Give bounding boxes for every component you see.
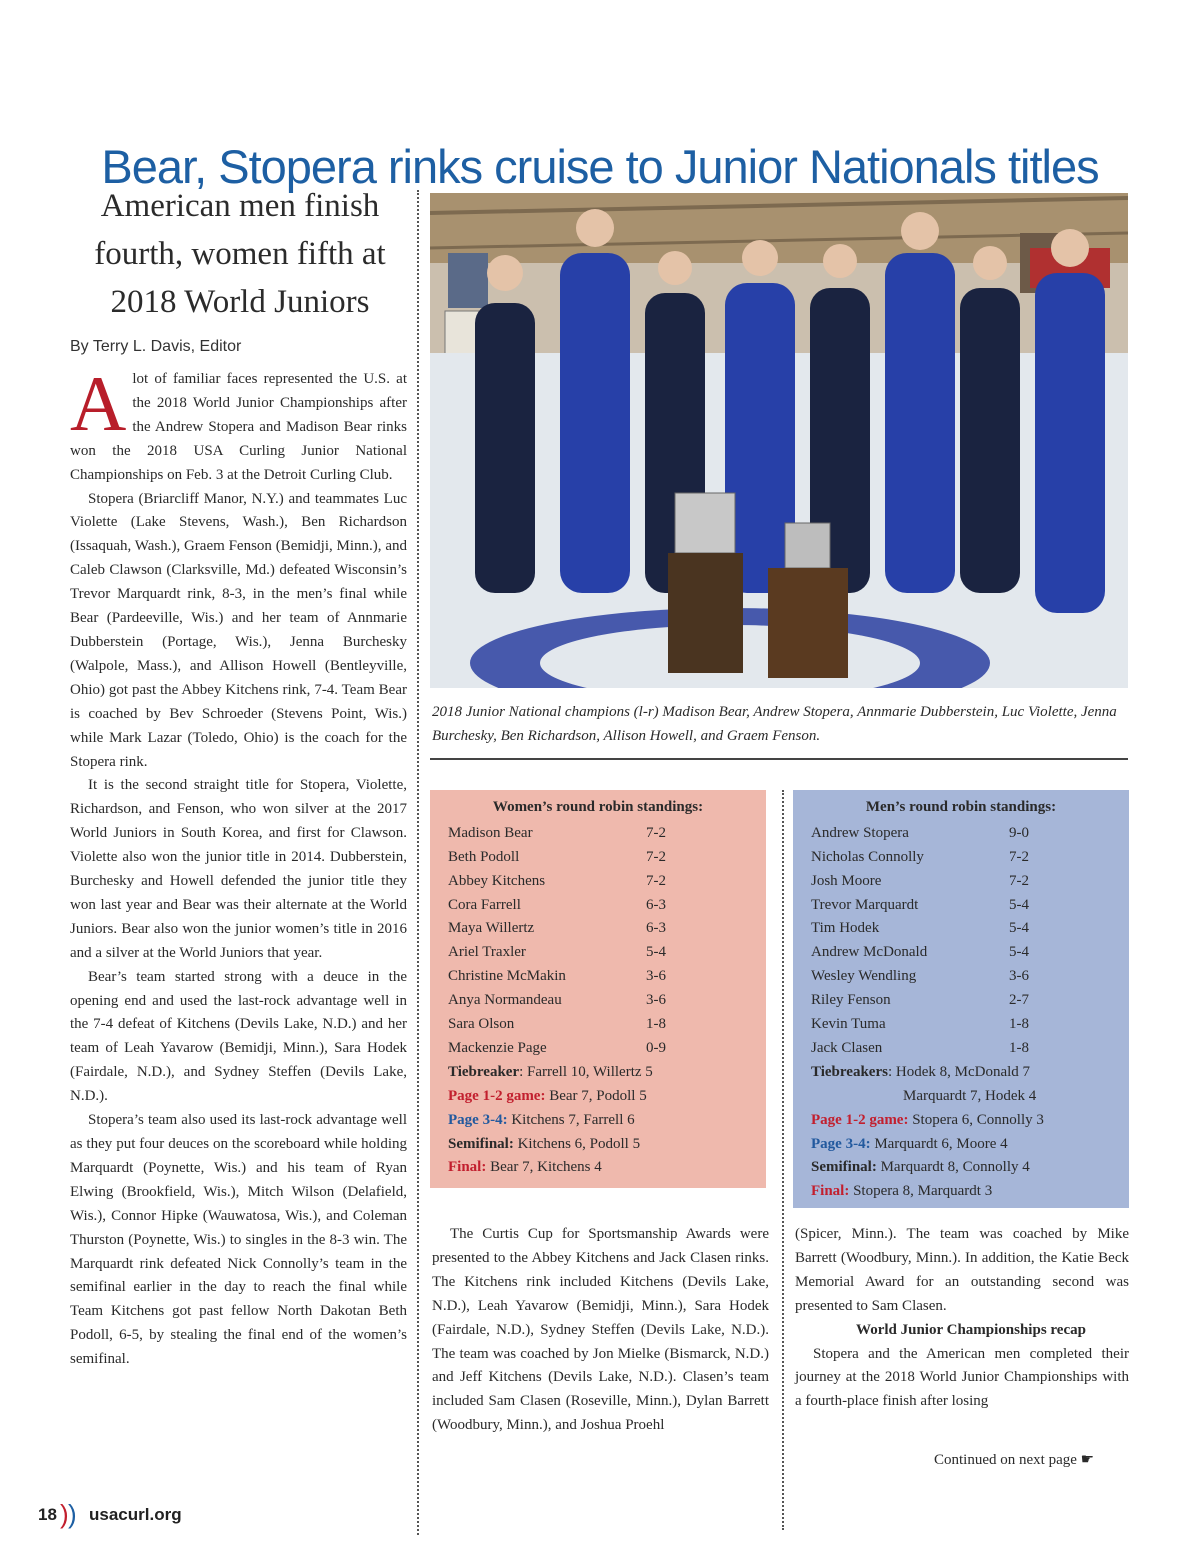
continued-note <box>934 1450 1094 1469</box>
paragraph: (Spicer, Minn.). The team was coached by Mike Barrett (Woodbury, Minn.). In addition, the Katie Beck Memorial Award for an outstanding second was presented to Sam Clasen. <box>795 1226 1129 1314</box>
team-photo <box>430 193 1128 688</box>
headline: Bear, Stopera rinks cruise to Junior Nationals titles <box>101 140 1099 194</box>
team-record: 5-4 <box>1009 896 1029 913</box>
team-name: Wesley Wendling <box>811 968 917 985</box>
result-text: Bear 7, Kitchens 4 <box>486 1159 602 1176</box>
paragraph: Stopera’s team also used its last-rock advantage well as they put four deuces on the scoreboard while holding Marquardt (Poynette, Wis.) and his team of Ryan Elwing (Brookfield, Wis.), Mitch Wilson (Delafield, Wis.), Connor Hipke (Wauwatosa, Wis.), and Coleman Thurston (Poynette, Wis.) to singles in the 8-3 win. The Marquardt rink defeated Nick Connolly’s team in the semifinal earlier in the day to reach the final while Team Kitchens got past fellow North Dakotan Beth Podoll, 6-5, by stealing the final end of the women’s semifinal. <box>70 1112 407 1368</box>
result-text: Marquardt 8, Connolly 4 <box>876 1159 1030 1176</box>
team-record: 5-4 <box>646 944 666 961</box>
semifinal-result <box>793 1156 1129 1180</box>
team-record: 1-8 <box>1009 1039 1029 1056</box>
team-record: 6-3 <box>646 920 666 937</box>
page34-result <box>430 1109 766 1133</box>
result-text: Marquardt 7, Hodek 4 <box>903 1087 1037 1104</box>
team-record: 1-8 <box>646 1016 666 1033</box>
team-record: 2-7 <box>1009 992 1029 1009</box>
team-name: Riley Fenson <box>811 992 891 1009</box>
tiebreaker-result-2 <box>793 1085 1129 1109</box>
column-divider-2 <box>782 790 784 1530</box>
caption-rule <box>430 758 1128 760</box>
standings-row <box>430 941 766 965</box>
team-record: 0-9 <box>646 1039 666 1056</box>
standings-row <box>430 989 766 1013</box>
team-record: 7-2 <box>1009 872 1029 889</box>
standings-row <box>793 989 1129 1013</box>
men-standings-title: Men’s round robin standings: <box>865 799 1057 815</box>
team-name: Kevin Tuma <box>811 1016 886 1033</box>
tiebreaker-result <box>793 1061 1129 1085</box>
standings-row <box>793 846 1129 870</box>
team-record: 7-2 <box>646 824 666 841</box>
result-label: Semifinal: <box>448 1135 514 1152</box>
paragraph: The Curtis Cup for Sportsmanship Awards were presented to the Abbey Kitchens and Jack Clasen rinks. The Kitchens rink included Kitchens (Devils Lake, N.D.), Leah Yavarow (Bemidji, Minn.), Sara Hodek (Fairdale, N.D.), Sydney Steffen (Devils Lake, N.D.). The team was coached by Jon Mielke (Bismarck, N.D.) and Jeff Kitchens (Devils Lake, N.D.). Clasen’s team included Sam Clasen (Roseville, Minn.), Dylan Barrett (Woodbury, Minn.), and Joshua Proehl <box>432 1226 769 1434</box>
team-name: Madison Bear <box>448 824 533 841</box>
team-record: 6-3 <box>646 896 666 913</box>
team-name: Cora Farrell <box>448 896 521 913</box>
final-result <box>430 1156 766 1180</box>
byline: By Terry L. Davis, Editor <box>70 338 242 355</box>
paragraph: Stopera and the American men completed their journey at the 2018 World Junior Championships with a fourth-place finish after losing <box>795 1345 1129 1410</box>
team-name: Mackenzie Page <box>448 1039 547 1056</box>
result-label: Page 1-2 game: <box>448 1087 546 1104</box>
page34-result <box>793 1133 1129 1157</box>
women-standings-box <box>430 790 766 1188</box>
standings-row <box>793 965 1129 989</box>
paragraph: Bear’s team started strong with a deuce in the opening end and used the last-rock advantage well in the 7-4 defeat of Kitchens (Devils Lake, N.D.) and her team of Leah Yavarow (Bemidji, Minn.), Sara Hodek (Fairdale, N.D.), and Sydney Steffen (Devils Lake, N.D.). <box>70 968 407 1105</box>
team-name: Anya Normandeau <box>448 992 562 1009</box>
team-name: Jack Clasen <box>811 1039 883 1056</box>
team-record: 3-6 <box>646 968 666 985</box>
women-standings-title: Women’s round robin standings: <box>492 799 704 815</box>
page-number: 18 <box>38 1505 57 1524</box>
article-column-1 <box>70 360 407 1372</box>
photo-caption: 2018 Junior National champions (l-r) Madison Bear, Andrew Stopera, Annmarie Dubberstein, Luc Violette, Jenna Burchesky, Ben Richardson, Allison Howell, and Graem Fenson. <box>432 704 1117 744</box>
team-record: 7-2 <box>1009 848 1029 865</box>
footer-paren-red-icon: ) <box>60 1499 69 1529</box>
final-result <box>793 1180 1129 1204</box>
team-name: Abbey Kitchens <box>448 872 546 889</box>
footer-paren-blue-icon: ) <box>68 1499 77 1529</box>
team-name: Sara Olson <box>448 1016 515 1033</box>
article-column-3 <box>795 1223 1129 1414</box>
footer-site: usacurl.org <box>89 1505 182 1524</box>
standings-row <box>793 870 1129 894</box>
standings-row <box>793 941 1129 965</box>
team-name: Andrew McDonald <box>811 944 928 961</box>
team-record: 7-2 <box>646 848 666 865</box>
team-name: Nicholas Connolly <box>811 848 924 865</box>
team-name: Andrew Stopera <box>811 824 909 841</box>
team-record: 9-0 <box>1009 824 1029 841</box>
paragraph: Stopera (Briarcliff Manor, N.Y.) and teammates Luc Violette (Lake Stevens, Wash.), Ben Richardson (Issaquah, Wash.), Graem Fenson (Bemidji, Minn.), and Caleb Clawson (Clarksville, Md.) defeated Wisconsin’s Trevor Marquardt rink, 8-3, in the men’s final while Bear (Pardeeville, Wis.) and her team of Annmarie Dubberstein (Portage, Wis.), Jenna Burchesky (Walpole, Mass.), and Allison Howell (Bentleyville, Ohio) got past the Abbey Kitchens rink, 7-4. Team Bear is coached by Bev Schroeder (Stevens Point, Wis.) while Mark Lazar (Toledo, Ohio) is the coach for the Stopera rink. <box>70 490 407 770</box>
page12-result <box>793 1109 1129 1133</box>
standings-row <box>793 1013 1129 1037</box>
drop-cap: A <box>70 360 127 447</box>
result-label: Tiebreakers <box>811 1063 888 1080</box>
standings-row <box>430 822 766 846</box>
men-standings-box <box>793 790 1129 1208</box>
standings-row <box>430 965 766 989</box>
team-record: 5-4 <box>1009 944 1029 961</box>
team-record: 3-6 <box>1009 968 1029 985</box>
result-label: Page 1-2 game: <box>811 1111 909 1128</box>
result-label: Tiebreaker <box>448 1063 520 1080</box>
team-name: Beth Podoll <box>448 848 520 865</box>
result-text: Kitchens 6, Podoll 5 <box>513 1135 641 1152</box>
team-name: Maya Willertz <box>448 920 535 937</box>
standings-row <box>430 846 766 870</box>
result-label: Final: <box>448 1159 487 1176</box>
standings-row <box>793 894 1129 918</box>
result-label: Page 3-4: <box>811 1135 871 1152</box>
article-column-2 <box>432 1223 769 1438</box>
team-record: 1-8 <box>1009 1016 1029 1033</box>
page12-result <box>430 1085 766 1109</box>
team-name: Ariel Traxler <box>448 944 526 961</box>
team-record: 7-2 <box>646 872 666 889</box>
result-label: Page 3-4: <box>448 1111 508 1128</box>
team-name: Josh Moore <box>811 872 882 889</box>
result-text: : Hodek 8, McDonald 7 <box>887 1063 1031 1080</box>
standings-row <box>430 870 766 894</box>
standings-row <box>793 822 1129 846</box>
result-label: Final: <box>811 1183 850 1200</box>
standings-row <box>793 917 1129 941</box>
team-record: 3-6 <box>646 992 666 1009</box>
standings-row <box>430 894 766 918</box>
result-label: Semifinal: <box>811 1159 877 1176</box>
team-name: Tim Hodek <box>811 920 880 937</box>
pointing-hand-icon: ☛ <box>1080 1452 1095 1468</box>
standings-row <box>430 1013 766 1037</box>
team-record: 5-4 <box>1009 920 1029 937</box>
result-text: : Farrell 10, Willertz 5 <box>519 1063 653 1080</box>
result-text: Marquardt 6, Moore 4 <box>870 1135 1008 1152</box>
team-name: Trevor Marquardt <box>811 896 919 913</box>
team-photo-illustration <box>430 193 1128 688</box>
continued-text: Continued on next page <box>934 1452 1077 1468</box>
result-text: Stopera 8, Marquardt 3 <box>849 1183 993 1200</box>
subhead: American men finish fourth, women fifth at 2018 World Juniors <box>94 188 386 320</box>
recap-heading: World Junior Championships recap <box>856 1321 1086 1338</box>
result-text: Bear 7, Podoll 5 <box>545 1087 647 1104</box>
tiebreaker-result <box>430 1061 766 1085</box>
semifinal-result <box>430 1133 766 1157</box>
team-name: Christine McMakin <box>448 968 566 985</box>
column-divider <box>417 190 419 1535</box>
standings-row <box>430 1037 766 1061</box>
paragraph: It is the second straight title for Stopera, Violette, Richardson, and Fenson, who won silver at the 2017 World Juniors in South Korea, and first for Clawson. Violette also won the junior title in 2014. Dubberstein, Burchesky and Howell defended the junior title they won last year and Bear was their alternate at the World Juniors. Bear also won the junior women’s title in 2016 and a silver at the World Juniors that year. <box>70 777 407 961</box>
standings-row <box>793 1037 1129 1061</box>
standings-row <box>430 917 766 941</box>
paragraph: lot of familiar faces represented the U.S. at the 2018 World Junior Championships after the Andrew Stopera and Madison Bear rinks won the 2018 USA Curling Junior National Championships on Feb. 3 at the Detroit Curling Club. <box>70 371 407 483</box>
result-text: Kitchens 7, Farrell 6 <box>507 1111 635 1128</box>
result-text: Stopera 6, Connolly 3 <box>908 1111 1044 1128</box>
